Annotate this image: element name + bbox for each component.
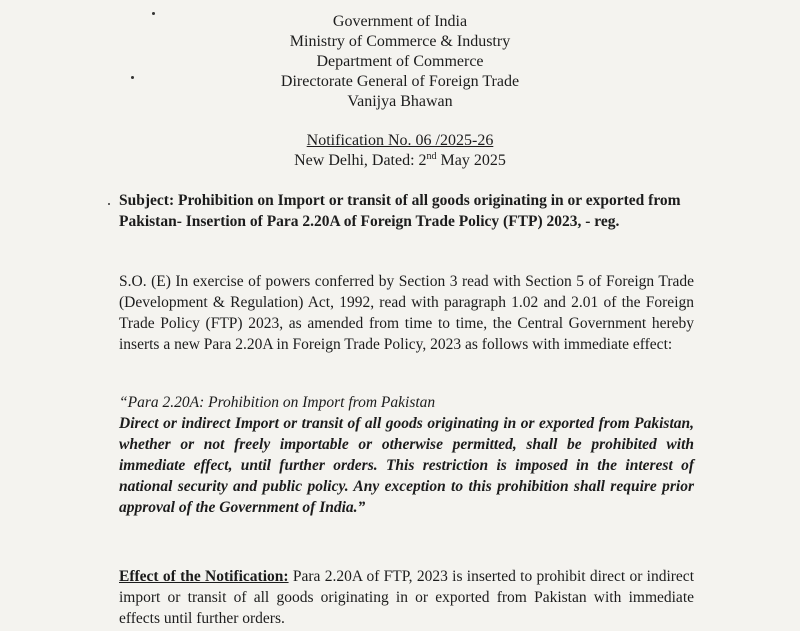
header-line-ministry: Ministry of Commerce & Industry — [289, 33, 511, 50]
effect-label: Effect of the Notification: — [119, 568, 289, 585]
effect-paragraph — [119, 566, 694, 629]
inserted-para-quote — [119, 392, 694, 518]
body-paragraph: S.O. (E) In exercise of powers conferred by Section 3 read with Section 5 of Foreign Trade (Development & Regulation) Act, 1992, read with paragraph 1.02 and 2.01 of the Foreign Trade Policy (FTP) 2023, as amended from time to time, the Central Government hereby inserts a new Para 2.20A in Foreign Trade Policy, 2023 as follows with immediate effect: — [119, 273, 694, 353]
header-line-government: Government of India — [332, 13, 468, 30]
header-line-department: Department of Commerce — [316, 53, 484, 70]
scan-speck — [108, 203, 110, 205]
quote-heading: “Para 2.20A: Prohibition on Import from Pakistan — [119, 394, 436, 411]
header-line-office: Vanijya Bhawan — [347, 93, 453, 110]
subject-paragraph: Subject: Prohibition on Import or transit of all goods originating in or exported from Pakistan- Insertion of Para 2.20A of Foreign Trade Policy (FTP) 2023, - reg. — [119, 192, 681, 230]
notification-block — [0, 131, 800, 171]
notification-number: Notification No. 06 /2025-26 — [306, 132, 494, 149]
date-superscript: nd — [426, 151, 437, 162]
date-suffix: May 2025 — [436, 152, 506, 169]
notification-date — [0, 151, 800, 171]
effect-text: Para 2.20A of FTP, 2023 is inserted to prohibit direct or indirect import or transit of all goods originating in or exported from Pakistan with immediate effects until further orders. — [119, 568, 694, 627]
letterhead — [0, 12, 800, 112]
date-prefix: New Delhi, Dated: 2 — [294, 152, 427, 169]
quote-text: Direct or indirect Import or transit of all goods originating in or exported from Pakistan, whether or not freely importable or otherwise permitted, shall be prohibited with immediate effect, until further orders. This restriction is imposed in the interest of national security and public policy. Any exception to this prohibition shall require prior approval of the Government of India.” — [119, 415, 694, 516]
header-line-directorate: Directorate General of Foreign Trade — [280, 73, 520, 90]
